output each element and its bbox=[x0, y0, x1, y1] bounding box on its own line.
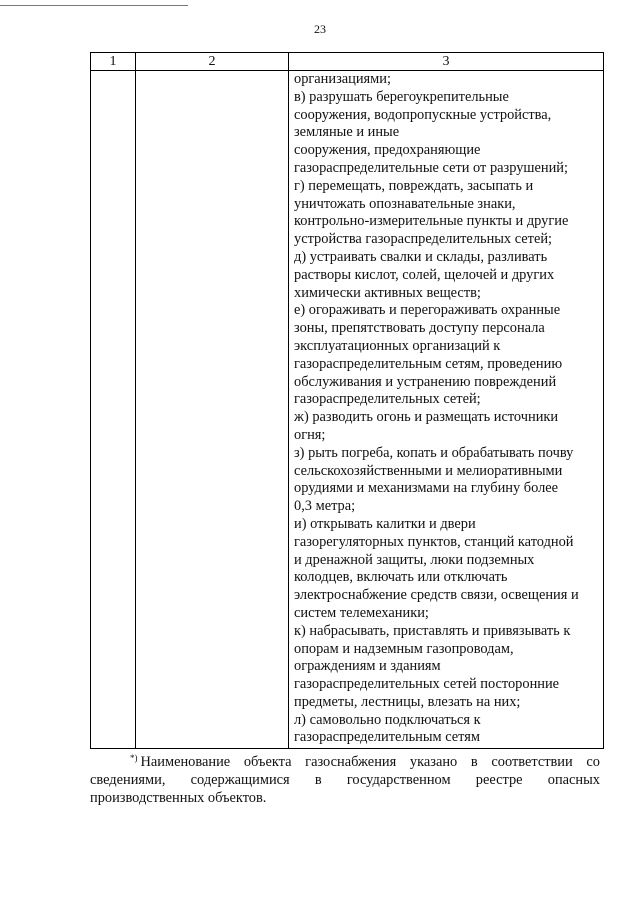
text-line: сельскохозяйственными и мелиоративными bbox=[294, 462, 563, 479]
table-row bbox=[91, 71, 604, 749]
text-line: эксплуатационных организаций к bbox=[294, 337, 501, 354]
text-line: ограждениям и зданиям bbox=[294, 658, 441, 675]
text-line: земляные и иные bbox=[294, 124, 400, 141]
text-line: и) открывать калитки и двери bbox=[294, 515, 476, 532]
text-line: систем телемеханики; bbox=[294, 604, 429, 621]
text-line: газораспределительных сетей; bbox=[294, 391, 481, 408]
text-line: орудиями и механизмами на глубину более bbox=[294, 480, 559, 497]
table-cell-column-3 bbox=[289, 71, 604, 749]
text-line: сооружения, водопропускные устройства, bbox=[294, 106, 552, 123]
text-line: сооружения, предохраняющие bbox=[294, 142, 481, 159]
text-line: уничтожать опознавательные знаки, bbox=[294, 195, 516, 212]
footnote-marker: *) bbox=[130, 753, 138, 763]
text-line: электроснабжение средств связи, освещения и bbox=[294, 587, 579, 604]
text-line: растворы кислот, солей, щелочей и других bbox=[294, 266, 555, 283]
footnote bbox=[90, 749, 600, 807]
text-line: з) рыть погреба, копать и обрабатывать почву bbox=[294, 444, 574, 461]
column-header-1: 1 bbox=[91, 53, 136, 71]
footnote-line: производственных объектов. bbox=[90, 790, 267, 806]
text-line: е) огораживать и перегораживать охранные bbox=[294, 302, 561, 319]
text-line: в) разрушать берегоукрепительные bbox=[294, 88, 509, 105]
text-line: г) перемещать, повреждать, засыпать и bbox=[294, 177, 534, 194]
text-line: к) набрасывать, приставлять и привязывать к bbox=[294, 622, 571, 639]
text-line: зоны, препятствовать доступу персонала bbox=[294, 320, 545, 337]
column-header-2: 2 bbox=[136, 53, 289, 71]
text-line: ж) разводить огонь и размещать источники bbox=[294, 409, 559, 426]
text-line: опорам и надземным газопроводам, bbox=[294, 640, 514, 657]
text-line: л) самовольно подключаться к bbox=[294, 711, 481, 728]
footnote-line: сведениями, содержащимися в государственном реестре опасных bbox=[90, 772, 600, 788]
text-line: контрольно-измерительные пункты и другие bbox=[294, 213, 569, 230]
text-line: газораспределительным сетям, проведению bbox=[294, 355, 563, 372]
text-line: химически активных веществ; bbox=[294, 284, 481, 301]
text-line: колодцев, включать или отключать bbox=[294, 569, 508, 586]
text-line: газораспределительным сетям bbox=[294, 729, 481, 746]
text-line: обслуживания и устранению повреждений bbox=[294, 373, 557, 390]
restrictions-text bbox=[289, 71, 603, 748]
header-rule bbox=[0, 5, 188, 6]
text-line: д) устраивать свалки и склады, разливать bbox=[294, 248, 548, 265]
text-line: огня; bbox=[294, 426, 326, 443]
text-line: 0,3 метра; bbox=[294, 498, 356, 515]
column-header-3: 3 bbox=[289, 53, 604, 71]
text-line: организациями; bbox=[294, 71, 391, 87]
text-line: предметы, лестницы, влезать на них; bbox=[294, 693, 521, 710]
footnote-text: Наименование объекта газоснабжения указано в соответствии со bbox=[140, 754, 600, 770]
table-cell-column-2 bbox=[136, 71, 289, 749]
text-line: устройства газораспределительных сетей; bbox=[294, 231, 553, 248]
text-line: и дренажной защиты, люки подземных bbox=[294, 551, 535, 568]
table-header-row bbox=[91, 53, 604, 71]
text-line: газорегуляторных пунктов, станций катодной bbox=[294, 533, 574, 550]
document-table bbox=[90, 52, 604, 749]
table-cell-column-1 bbox=[91, 71, 136, 749]
page-number: 23 bbox=[314, 22, 326, 36]
text-line: газораспределительные сети от разрушений; bbox=[294, 159, 568, 176]
footnote-line bbox=[90, 749, 600, 771]
text-line: газораспределительных сетей посторонние bbox=[294, 676, 560, 693]
